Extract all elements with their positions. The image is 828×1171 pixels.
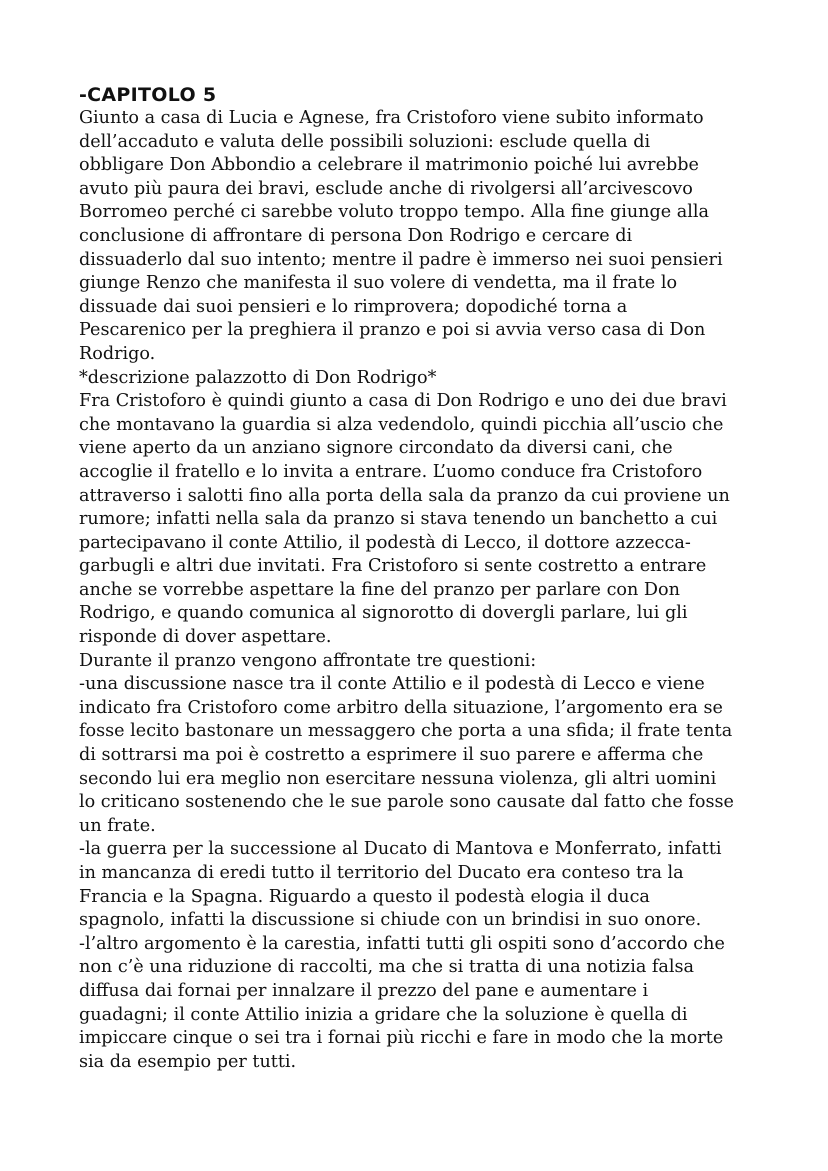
- text-line: avuto più paura dei bravi, esclude anche di rivolgersi all’arcivescovo: [79, 178, 693, 199]
- text-line: secondo lui era meglio non esercitare nessuna violenza, gli altri uomini: [79, 768, 717, 789]
- text-line: dissuaderlo dal suo intento; mentre il padre è immerso nei suoi pensieri: [79, 249, 723, 270]
- text-line: Pescarenico per la preghiera il pranzo e poi si avvia verso casa di Don: [79, 320, 706, 341]
- text-line: in mancanza di eredi tutto il territorio del Ducato era conteso tra la: [79, 863, 684, 883]
- text-line: spagnolo, infatti la discussione si chiude con un brindisi in suo onore.: [79, 910, 702, 931]
- text-line: Fra Cristoforo è quindi giunto a casa di Don Rodrigo e uno dei due bravi: [79, 391, 727, 412]
- text-line: -l’altro argomento è la carestia, infatti tutti gli ospiti sono d’accordo che: [79, 933, 725, 954]
- text-line: fosse lecito bastonare un messaggero che porta a una sfida; il frate tenta: [79, 721, 733, 742]
- text-line: giunge Renzo che manifesta il suo volere di vendetta, ma il frate lo: [79, 273, 678, 294]
- body-text: [79, 107, 759, 1074]
- text-line: garbugli e altri due invitati. Fra Cristoforo si sente costretto a entrare: [79, 556, 707, 577]
- text-line: obbligare Don Abbondio a celebrare il matrimonio poiché lui avrebbe: [79, 155, 699, 176]
- chapter-title: -CAPITOLO 5: [79, 84, 217, 106]
- text-line: impiccare cinque o sei tra i fornai più ricchi e fare in modo che la morte: [79, 1028, 724, 1049]
- text-line: anche se vorrebbe aspettare la fine del pranzo per parlare con Don: [79, 579, 680, 600]
- text-line: Giunto a casa di Lucia e Agnese, fra Cristoforo viene subito informato: [79, 108, 704, 128]
- text-line: viene aperto da un anziano signore circondato da diversi cani, che: [79, 438, 673, 459]
- text-line: partecipavano il conte Attilio, il podestà di Lecco, il dottore azzecca-: [79, 532, 691, 553]
- text-line: sia da esempio per tutti.: [79, 1051, 297, 1072]
- text-line: risponde di dover aspettare.: [79, 627, 332, 648]
- text-line: non c’è una riduzione di raccolti, ma che si tratta di una notizia falsa: [79, 957, 695, 978]
- text-line: Francia e la Spagna. Riguardo a questo il podestà elogia il duca: [79, 886, 650, 907]
- text-line: dissuade dai suoi pensieri e lo rimprovera; dopodiché torna a: [79, 296, 628, 317]
- text-line: *descrizione palazzotto di Don Rodrigo*: [79, 367, 437, 388]
- text-line: attraverso i salotti fino alla porta della sala da pranzo da cui proviene un: [79, 485, 730, 506]
- text-line: -una discussione nasce tra il conte Attilio e il podestà di Lecco e viene: [79, 674, 705, 695]
- text-line: dell’accaduto e valuta delle possibili soluzioni: esclude quella di: [79, 131, 651, 152]
- text-line: rumore; infatti nella sala da pranzo si stava tenendo un banchetto a cui: [79, 509, 718, 530]
- text-line: guadagni; il conte Attilio inizia a gridare che la soluzione è quella di: [79, 1004, 688, 1025]
- text-line: Durante il pranzo vengono affrontate tre questioni:: [79, 650, 537, 671]
- text-line: indicato fra Cristoforo come arbitro della situazione, l’argomento era se: [79, 697, 723, 718]
- text-line: conclusione di affrontare di persona Don Rodrigo e cercare di: [79, 225, 633, 246]
- text-line: accoglie il fratello e lo invita a entrare. L’uomo conduce fra Cristoforo: [79, 461, 703, 482]
- text-line: diffusa dai fornai per innalzare il prezzo del pane e aumentare i: [79, 980, 649, 1001]
- text-line: -la guerra per la successione al Ducato di Mantova e Monferrato, infatti: [79, 839, 722, 860]
- text-line: un frate.: [79, 815, 156, 836]
- text-line: lo criticano sostenendo che le sue parole sono causate dal fatto che fosse: [79, 792, 734, 813]
- text-line: Rodrigo.: [79, 343, 156, 364]
- text-line: Borromeo perché ci sarebbe voluto troppo tempo. Alla fine giunge alla: [79, 202, 710, 223]
- text-line: Rodrigo, e quando comunica al signorotto di dovergli parlare, lui gli: [79, 603, 688, 624]
- text-line: che montavano la guardia si alza vedendolo, quindi picchia all’uscio che: [79, 414, 724, 435]
- text-line: di sottrarsi ma poi è costretto a esprimere il suo parere e afferma che: [79, 745, 704, 766]
